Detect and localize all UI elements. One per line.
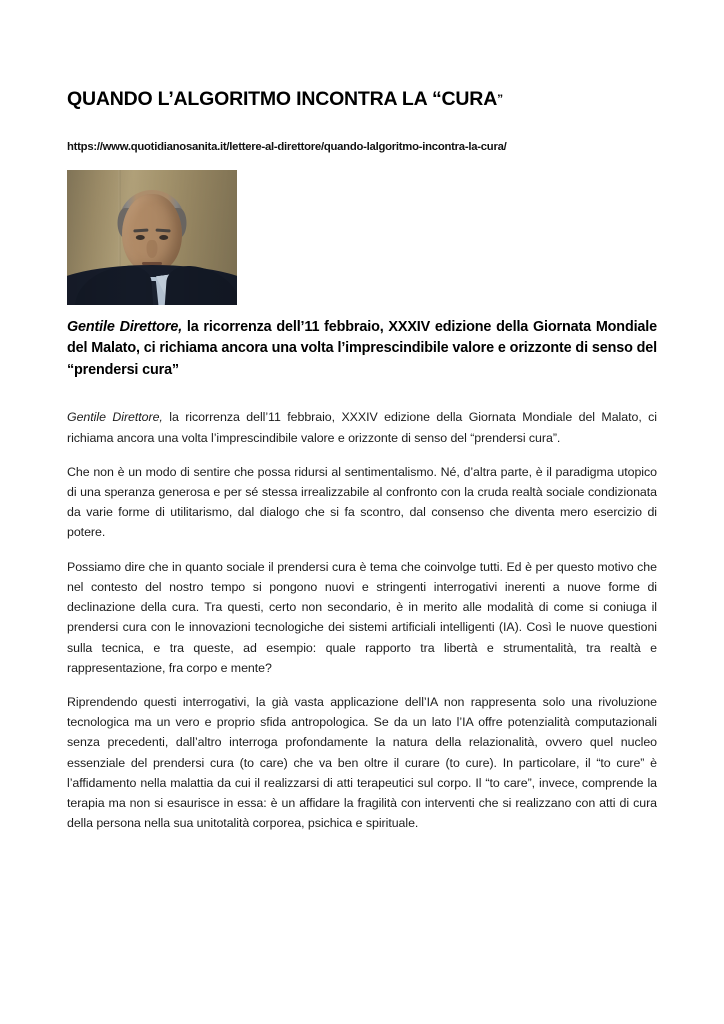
body-paragraph-3 — [67, 557, 657, 678]
suit-lapel-right — [164, 264, 237, 305]
nose-shape — [147, 240, 158, 258]
author-portrait-photo — [67, 170, 237, 305]
body-paragraph-4 — [67, 692, 657, 834]
body-paragraph-1 — [67, 407, 657, 447]
portrait-image — [67, 170, 237, 305]
eye-left — [136, 235, 145, 240]
body-paragraph-2 — [67, 462, 657, 543]
page-title-closing-quote: ” — [497, 92, 503, 106]
lead-text: la ricorrenza dell’11 febbraio, XXXIV edizione della Giornata Mondiale del Malato, ci richiama ancora una volta l’imprescindibile valore e orizzonte di senso del “prendersi cura” — [67, 318, 657, 378]
paragraph-1-text: la ricorrenza dell’11 febbraio, XXXIV edizione della Giornata Mondiale del Malato, ci richiama ancora una volta l’imprescindibile valore e orizzonte di senso del “prendersi cura”. — [67, 410, 657, 445]
paragraph-4-text: Riprendendo questi interrogativi, la già vasta applicazione dell’IA non rappresenta solo una rivoluzione tecnologica ma un vero e proprio sfida antropologica. Se da un lato l’IA offre potenzialità computazionali senza precedenti, dall’altro interroga profondamente la natura della relazionalità, ovvero quel nucleo essenziale del prendersi cura (to care) che va ben oltre il curare (to cure). In particolare, il “to cure” è l’affidamento nella malattia da cui il realizzarsi di atti terapeutici sul corpo. Il “to care”, invece, comprende la terapia ma non si esaurisce in essa: è un affidare la fragilità con interventi che si realizzano con atti di cura della persona nella sua unitotalità corporea, psichica e spirituale. — [67, 694, 657, 831]
paragraph-1-salutation: Gentile Direttore, — [67, 410, 163, 425]
page-title-text: QUANDO L’ALGORITMO INCONTRA LA “CURA — [67, 88, 498, 110]
paragraph-2-text: Che non è un modo di sentire che possa ridursi al sentimentalismo. Né, d’altra parte, è il paradigma utopico di una speranza generosa e per sé stessa irrealizzabile al confronto con la cruda realtà sociale condizionata da varie forme di utilitarismo, dal dialogo che si fa scontro, dal consenso che diventa mero esercizio di potere. — [67, 464, 657, 540]
face-shape — [122, 194, 182, 272]
page-title — [67, 0, 657, 110]
eye-right — [159, 235, 168, 240]
article-lead-paragraph — [67, 305, 657, 381]
lead-salutation: Gentile Direttore, — [67, 318, 183, 335]
article-url[interactable]: https://www.quotidianosanita.it/lettere-al-direttore/quando-lalgoritmo-incontra-la-cura/ — [67, 141, 507, 154]
paragraph-3-text: Possiamo dire che in quanto sociale il prendersi cura è tema che coinvolge tutti. Ed è per questo motivo che nel contesto del nostro tempo si pongono nuovi e stringenti interrogativi inerenti a nuove forme di declinazione della cura. Tra questi, certo non secondario, è in merito alle modalità di come si coniuga il prendersi cura con le innovazioni tecnologiche dei sistemi artificiali intelligenti (IA). Così le nuove questioni sulla tecnica, e tra queste, ad esempio: quale rapporto tra libertà e strumentalità, tra realtà e rappresentazione, fra corpo e mente? — [67, 559, 657, 675]
